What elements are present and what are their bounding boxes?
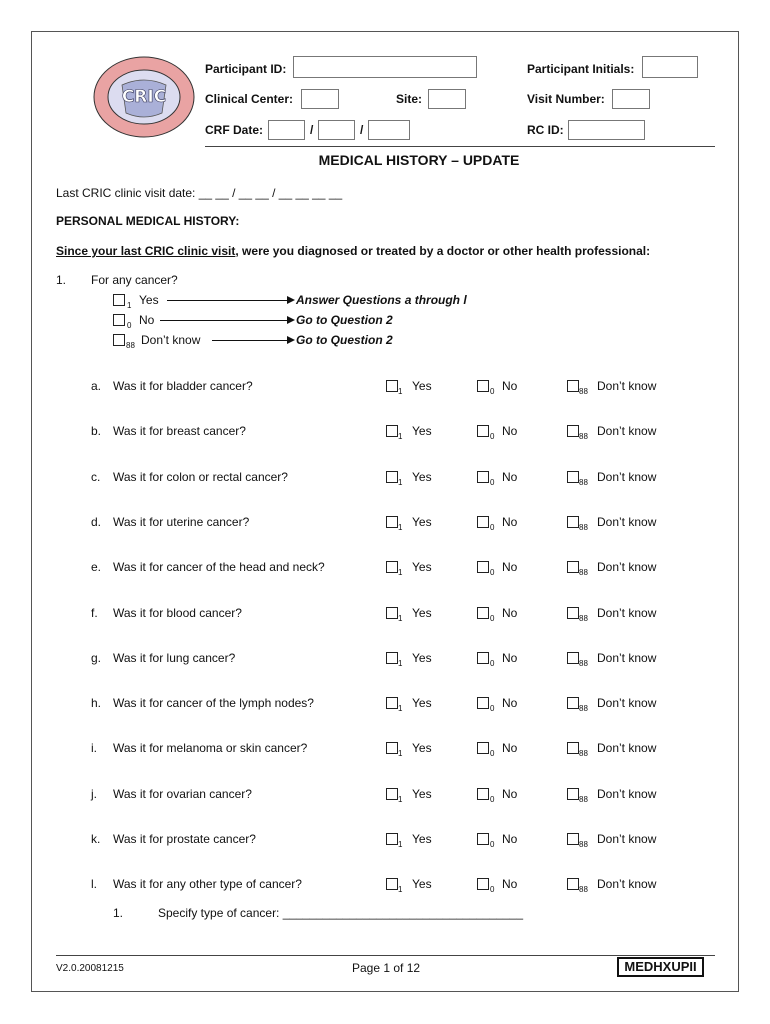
q1-text: For any cancer? xyxy=(91,273,178,287)
subquestion-letter: d. xyxy=(91,515,102,529)
rc-id-field[interactable] xyxy=(568,120,645,140)
answer-dk-label: Don’t know xyxy=(597,696,657,710)
answer-no-checkbox[interactable] xyxy=(477,561,489,573)
participant-id-label: Participant ID: xyxy=(205,62,287,76)
answer-no-label: No xyxy=(502,560,518,574)
answer-no-checkbox[interactable] xyxy=(477,788,489,800)
answer-code: 88 xyxy=(579,387,588,396)
subquestion-letter: g. xyxy=(91,651,102,665)
answer-code: 88 xyxy=(579,885,588,894)
answer-code: 0 xyxy=(490,614,495,623)
footer-version: V2.0.20081215 xyxy=(56,963,124,974)
subquestion-text: Was it for any other type of cancer? xyxy=(113,877,302,891)
answer-dk-checkbox[interactable] xyxy=(567,607,579,619)
answer-code: 0 xyxy=(490,659,495,668)
answer-dk-label: Don’t know xyxy=(597,424,657,438)
q1-dk-label: Don’t know xyxy=(141,333,201,347)
subquestion-letter: a. xyxy=(91,379,102,393)
subquestion-letter: e. xyxy=(91,560,102,574)
answer-code: 1 xyxy=(398,659,403,668)
answer-code: 88 xyxy=(579,568,588,577)
answer-code: 0 xyxy=(490,523,495,532)
answer-yes-checkbox[interactable] xyxy=(386,380,398,392)
subquestion-row xyxy=(0,651,770,671)
arrow-line xyxy=(167,300,287,301)
answer-code: 1 xyxy=(398,432,403,441)
answer-yes-label: Yes xyxy=(412,651,432,665)
q1-yes-label: Yes xyxy=(139,293,159,307)
answer-code: 0 xyxy=(490,749,495,758)
answer-dk-checkbox[interactable] xyxy=(567,833,579,845)
answer-no-label: No xyxy=(502,877,518,891)
date-separator: / xyxy=(360,123,364,137)
logo-main-text: CRIC xyxy=(121,87,167,107)
subquestion-text: Was it for cancer of the head and neck? xyxy=(113,560,325,574)
subquestion-letter: h. xyxy=(91,696,102,710)
participant-id-field[interactable] xyxy=(293,56,477,78)
answer-yes-checkbox[interactable] xyxy=(386,742,398,754)
answer-no-checkbox[interactable] xyxy=(477,516,489,528)
cric-logo xyxy=(92,55,196,139)
answer-no-checkbox[interactable] xyxy=(477,742,489,754)
q1-yes-code: 1 xyxy=(127,301,132,310)
answer-yes-label: Yes xyxy=(412,424,432,438)
answer-yes-checkbox[interactable] xyxy=(386,697,398,709)
answer-code: 0 xyxy=(490,885,495,894)
answer-dk-checkbox[interactable] xyxy=(567,788,579,800)
specify-label: Specify type of cancer: ____________________________________ xyxy=(158,906,523,920)
crf-date-month-field[interactable] xyxy=(268,120,305,140)
answer-yes-checkbox[interactable] xyxy=(386,516,398,528)
subquestion-row xyxy=(0,832,770,852)
subquestion-text: Was it for prostate cancer? xyxy=(113,832,256,846)
answer-yes-checkbox[interactable] xyxy=(386,833,398,845)
subquestion-letter: f. xyxy=(91,606,98,620)
answer-dk-label: Don’t know xyxy=(597,470,657,484)
answer-yes-label: Yes xyxy=(412,606,432,620)
answer-yes-label: Yes xyxy=(412,470,432,484)
answer-no-label: No xyxy=(502,606,518,620)
answer-code: 0 xyxy=(490,432,495,441)
participant-initials-field[interactable] xyxy=(642,56,698,78)
footer-divider xyxy=(56,955,715,956)
clinical-center-label: Clinical Center: xyxy=(205,92,294,106)
site-label: Site: xyxy=(396,92,423,106)
last-visit-date: Last CRIC clinic visit date: __ __ / __ __ / __ __ __ __ xyxy=(56,186,343,200)
answer-code: 0 xyxy=(490,704,495,713)
subquestion-row xyxy=(0,696,770,716)
subquestion-text: Was it for breast cancer? xyxy=(113,424,246,438)
visit-number-field[interactable] xyxy=(612,89,650,109)
answer-dk-label: Don’t know xyxy=(597,741,657,755)
answer-dk-label: Don’t know xyxy=(597,877,657,891)
subquestion-text: Was it for uterine cancer? xyxy=(113,515,250,529)
subquestion-row xyxy=(0,877,770,897)
answer-yes-label: Yes xyxy=(412,741,432,755)
subquestion-row xyxy=(0,741,770,761)
subquestion-row xyxy=(0,606,770,626)
q1-no-label: No xyxy=(139,313,155,327)
answer-no-label: No xyxy=(502,696,518,710)
answer-no-label: No xyxy=(502,424,518,438)
q1-yes-checkbox[interactable] xyxy=(113,294,125,306)
answer-yes-checkbox[interactable] xyxy=(386,471,398,483)
answer-yes-label: Yes xyxy=(412,515,432,529)
answer-yes-checkbox[interactable] xyxy=(386,607,398,619)
answer-dk-checkbox[interactable] xyxy=(567,425,579,437)
answer-dk-checkbox[interactable] xyxy=(567,471,579,483)
q1-no-code: 0 xyxy=(127,321,132,330)
site-field[interactable] xyxy=(428,89,466,109)
crf-date-label: CRF Date: xyxy=(205,123,264,137)
subquestion-text: Was it for ovarian cancer? xyxy=(113,787,252,801)
answer-code: 88 xyxy=(579,704,588,713)
answer-code: 1 xyxy=(398,840,403,849)
specify-number: 1. xyxy=(113,906,124,920)
answer-dk-label: Don’t know xyxy=(597,606,657,620)
answer-dk-label: Don’t know xyxy=(597,560,657,574)
q1-no-skip: Go to Question 2 xyxy=(296,313,393,327)
answer-code: 88 xyxy=(579,523,588,532)
subquestion-letter: c. xyxy=(91,470,101,484)
subquestion-row xyxy=(0,424,770,444)
crf-date-day-field[interactable] xyxy=(318,120,355,140)
subquestion-row xyxy=(0,379,770,399)
page-title: MEDICAL HISTORY – UPDATE xyxy=(318,152,520,168)
subquestion-letter: j. xyxy=(91,787,97,801)
visit-number-label: Visit Number: xyxy=(527,92,605,106)
answer-no-checkbox[interactable] xyxy=(477,607,489,619)
q1-dk-checkbox[interactable] xyxy=(113,334,125,346)
answer-no-checkbox[interactable] xyxy=(477,471,489,483)
subquestion-letter: l. xyxy=(91,877,97,891)
answer-dk-checkbox[interactable] xyxy=(567,742,579,754)
participant-initials-label: Participant Initials: xyxy=(527,62,635,76)
answer-code: 88 xyxy=(579,795,588,804)
answer-yes-checkbox[interactable] xyxy=(386,878,398,890)
subquestion-letter: b. xyxy=(91,424,102,438)
crf-date-year-field[interactable] xyxy=(368,120,410,140)
subquestion-row xyxy=(0,787,770,807)
intro-text xyxy=(56,244,650,258)
answer-dk-checkbox[interactable] xyxy=(567,697,579,709)
answer-yes-label: Yes xyxy=(412,787,432,801)
q1-dk-code: 88 xyxy=(126,341,135,350)
answer-code: 1 xyxy=(398,704,403,713)
answer-code: 88 xyxy=(579,614,588,623)
answer-dk-label: Don’t know xyxy=(597,787,657,801)
q1-yes-skip: Answer Questions a through l xyxy=(296,293,467,307)
answer-dk-label: Don’t know xyxy=(597,651,657,665)
answer-no-checkbox[interactable] xyxy=(477,833,489,845)
answer-code: 88 xyxy=(579,749,588,758)
answer-no-label: No xyxy=(502,651,518,665)
answer-code: 0 xyxy=(490,840,495,849)
subquestion-text: Was it for blood cancer? xyxy=(113,606,242,620)
footer-page: Page 1 of 12 xyxy=(352,961,421,975)
subquestion-text: Was it for bladder cancer? xyxy=(113,379,253,393)
answer-yes-label: Yes xyxy=(412,696,432,710)
answer-dk-checkbox[interactable] xyxy=(567,516,579,528)
answer-yes-checkbox[interactable] xyxy=(386,788,398,800)
answer-dk-checkbox[interactable] xyxy=(567,380,579,392)
answer-yes-label: Yes xyxy=(412,832,432,846)
arrow-icon xyxy=(287,336,295,344)
answer-no-label: No xyxy=(502,832,518,846)
answer-no-label: No xyxy=(502,787,518,801)
answer-dk-checkbox[interactable] xyxy=(567,561,579,573)
subquestion-letter: i. xyxy=(91,741,97,755)
answer-no-label: No xyxy=(502,470,518,484)
clinical-center-field[interactable] xyxy=(301,89,339,109)
answer-no-label: No xyxy=(502,379,518,393)
answer-dk-label: Don’t know xyxy=(597,379,657,393)
answer-no-checkbox[interactable] xyxy=(477,380,489,392)
subquestion-row xyxy=(0,470,770,490)
answer-code: 0 xyxy=(490,478,495,487)
subquestion-row xyxy=(0,560,770,580)
answer-yes-label: Yes xyxy=(412,877,432,891)
answer-no-checkbox[interactable] xyxy=(477,697,489,709)
answer-code: 1 xyxy=(398,478,403,487)
answer-code: 1 xyxy=(398,387,403,396)
answer-code: 0 xyxy=(490,795,495,804)
subquestion-letter: k. xyxy=(91,832,101,846)
intro-underlined: Since your last CRIC clinic visit xyxy=(56,244,236,258)
answer-no-checkbox[interactable] xyxy=(477,425,489,437)
answer-code: 88 xyxy=(579,659,588,668)
answer-code: 0 xyxy=(490,387,495,396)
answer-yes-checkbox[interactable] xyxy=(386,652,398,664)
header-divider xyxy=(205,146,715,147)
subquestion-text: Was it for cancer of the lymph nodes? xyxy=(113,696,314,710)
answer-code: 0 xyxy=(490,568,495,577)
answer-no-checkbox[interactable] xyxy=(477,652,489,664)
arrow-line xyxy=(212,340,287,341)
date-separator: / xyxy=(310,123,314,137)
answer-dk-checkbox[interactable] xyxy=(567,652,579,664)
answer-no-label: No xyxy=(502,515,518,529)
answer-code: 1 xyxy=(398,795,403,804)
intro-rest: , were you diagnosed or treated by a doctor or other health professional: xyxy=(235,244,651,258)
answer-yes-label: Yes xyxy=(412,379,432,393)
answer-dk-label: Don’t know xyxy=(597,515,657,529)
answer-yes-checkbox[interactable] xyxy=(386,425,398,437)
section-heading: PERSONAL MEDICAL HISTORY: xyxy=(56,214,240,228)
answer-code: 88 xyxy=(579,840,588,849)
arrow-line xyxy=(160,320,287,321)
answer-code: 1 xyxy=(398,749,403,758)
form-code: MEDHXUPII xyxy=(617,957,704,977)
answer-code: 88 xyxy=(579,478,588,487)
answer-yes-checkbox[interactable] xyxy=(386,561,398,573)
answer-no-checkbox[interactable] xyxy=(477,878,489,890)
arrow-icon xyxy=(287,316,295,324)
answer-code: 88 xyxy=(579,432,588,441)
q1-number: 1. xyxy=(56,273,67,287)
q1-dk-skip: Go to Question 2 xyxy=(296,333,393,347)
answer-yes-label: Yes xyxy=(412,560,432,574)
answer-code: 1 xyxy=(398,523,403,532)
subquestion-text: Was it for lung cancer? xyxy=(113,651,236,665)
answer-dk-label: Don’t know xyxy=(597,832,657,846)
answer-dk-checkbox[interactable] xyxy=(567,878,579,890)
subquestion-text: Was it for colon or rectal cancer? xyxy=(113,470,288,484)
answer-no-label: No xyxy=(502,741,518,755)
rc-id-label: RC ID: xyxy=(527,123,564,137)
subquestion-text: Was it for melanoma or skin cancer? xyxy=(113,741,308,755)
q1-no-checkbox[interactable] xyxy=(113,314,125,326)
arrow-icon xyxy=(287,296,295,304)
answer-code: 1 xyxy=(398,614,403,623)
answer-code: 1 xyxy=(398,885,403,894)
answer-code: 1 xyxy=(398,568,403,577)
subquestion-row xyxy=(0,515,770,535)
